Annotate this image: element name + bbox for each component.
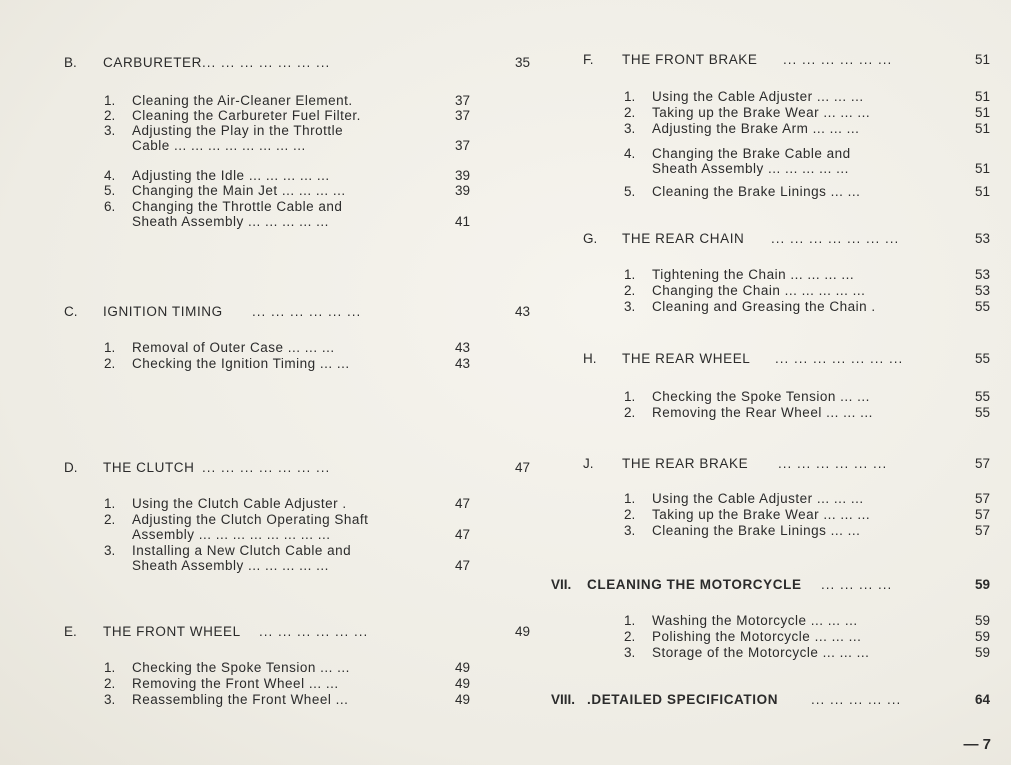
leader-dots: ... ... ... ... xyxy=(821,577,893,592)
leader-dots: ... ... ... ... ... ... ... xyxy=(202,55,331,70)
leader-dots: ... ... ... ... ... xyxy=(811,692,902,707)
document-page: B. CARBURETER ... ... ... ... ... ... ... 35 1. Cleaning the Air-Cleaner Element. 37 2. Cleaning the Carbureter Fuel Filter. 37 3. Adjusting the Play in the Throttle Cable ... ... ... ... ... ... ... ... 37 4. Adjusting the Idle ... ... ... ... ... 39 5. Changing the Main Jet ... ... ... ... 39 6. Changing the Throttle Cable and Sheath Assembly ... ... ... ... ... 41 C. IGNITION TIMING ... ... ... ... ... ... 43 1. Removal of Outer Case ... ... ... 43 2. Checking the Ignition Timing ... ... 43 D. THE CLUTCH ... ... ... ... ... ... ... 47 1. Using the Clutch Cable Adjuster . 47 2. Adjusting the Clutch Operating Shaft Assembly ... ... ... ... ... ... ... ... 47 3. Installing a New Clutch Cable and Sheath Assembly ... ... ... ... ... 47 E. THE FRONT WHEEL ... ... ... ... ... ... 49 1. Checking the Spoke Tension ... ... 49 2. Removing the Front Wheel ... ... 49 3. Reassembling the Front Wheel ... 49 F. THE FRONT BRAKE ... ... ... ... ... ... 51 1. Using the Cable Adjuster ... ... ... 51 2. Taking up the Brake Wear ... ... ... 51 3. Adjusting the Brake Arm ... ... ... 51 4. Changing the Brake Cable and Sheath Assembly ... ... ... ... ... 51 5. Cleaning the Brake Linings ... ... 51 G. THE REAR CHAIN ... ... ... ... ... ... ... 53 1. Tightening the Chain ... ... ... ... 53 2. Changing the Chain ... ... ... ... ... 53 3. Cleaning and Greasing the Chain . 55 H. THE REAR WHEEL ... ... ... ... ... ... ... 55 1. Checking the Spoke Tension ... ... 55 2. Removing the Rear Wheel ... ... ... 55 J. THE REAR BRAKE ... ... ... ... ... ... 57 1. Using the Cable Adjuster ... ... ... 57 2. Taking up the Brake Wear ... ... ... 57 3. Cleaning the Brake Linings ... ... 57 VII. CLEANING THE MOTORCYCLE ... ... ... ... 59 1. Washing the Motorcycle ... ... ... 59 2. Polishing the Motorcycle ... ... ... 59 3. Storage of the Motorcycle ... ... ... 59 VIII. .DETAILED SPECIFICATION ... ... ... ... ... 64 — 7 xyxy=(0,0,1011,765)
section-title: CARBURETER xyxy=(103,55,203,70)
leader-dots: ... ... ... ... ... ... xyxy=(778,456,888,471)
leader-dots: ... ... ... ... ... ... xyxy=(783,52,893,67)
leader-dots: ... ... ... ... ... ... ... xyxy=(775,351,904,366)
leader-dots: ... ... ... ... ... ... xyxy=(259,624,369,639)
section-page: 35 xyxy=(514,55,530,70)
leader-dots: ... ... ... ... ... ... xyxy=(252,304,362,319)
section-number: B. xyxy=(64,55,77,70)
leader-dots: ... ... ... ... ... ... ... xyxy=(771,231,900,246)
leader-dots: ... ... ... ... ... ... ... xyxy=(202,460,331,475)
page-number: — 7 xyxy=(963,736,991,753)
